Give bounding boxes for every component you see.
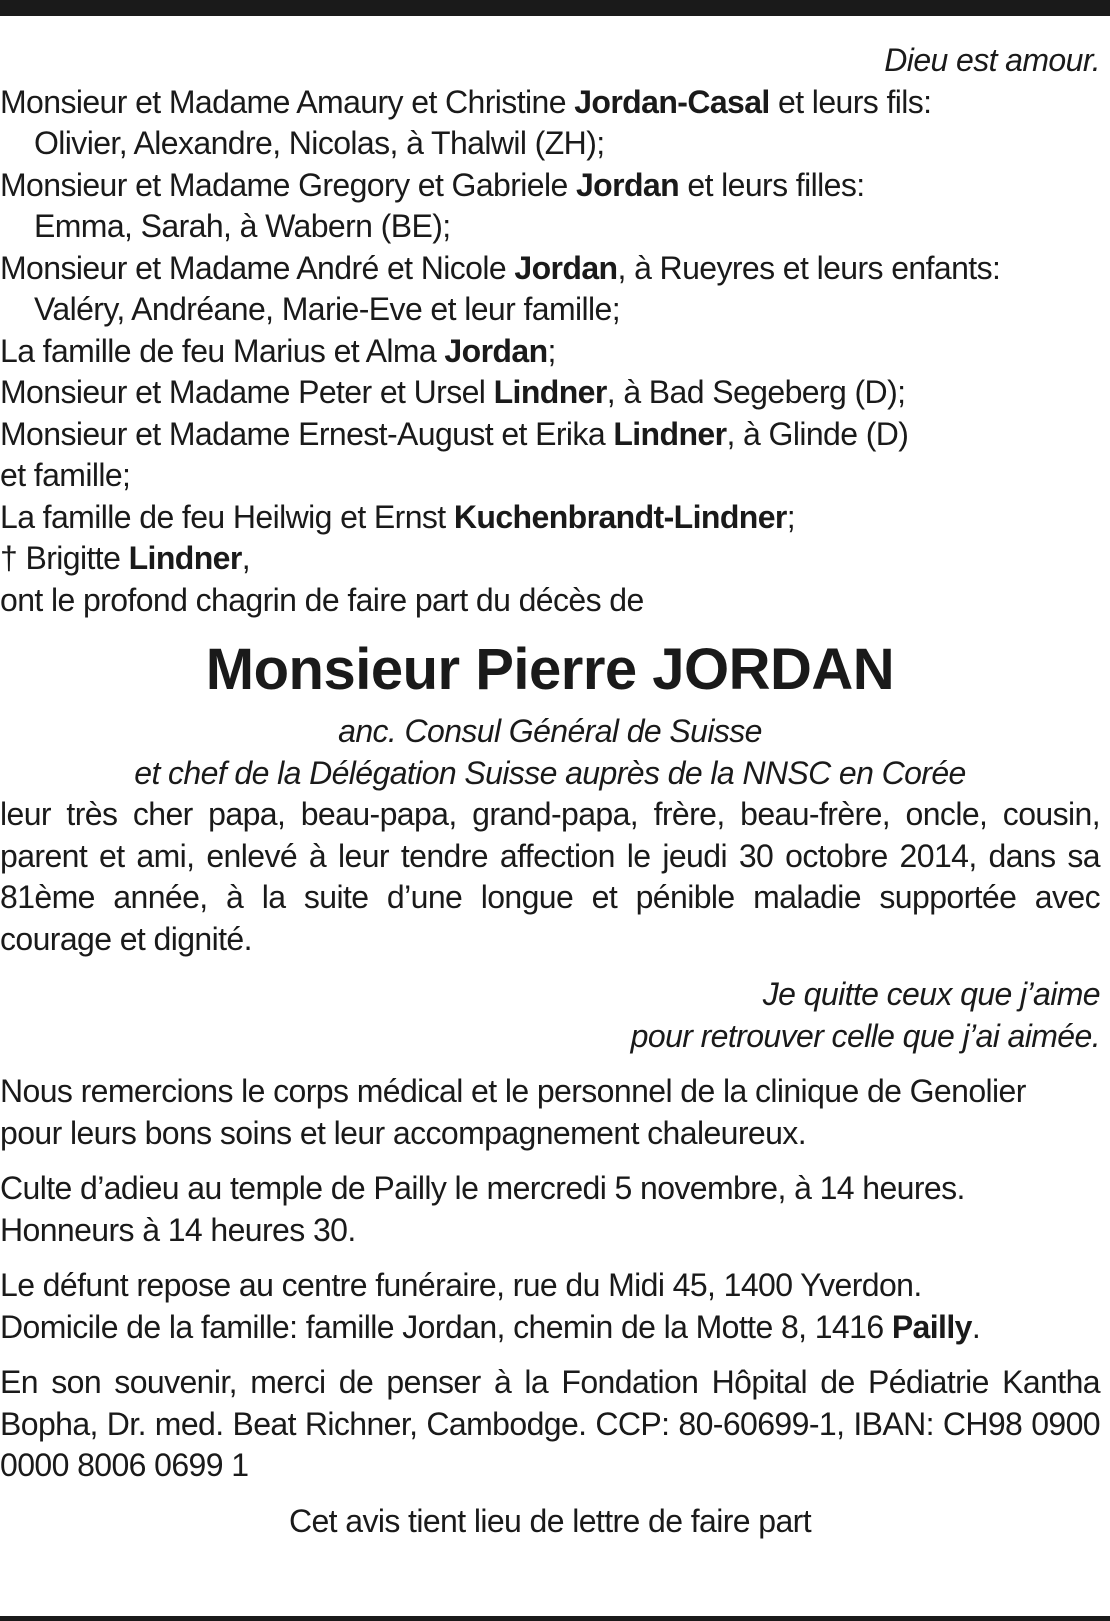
- family-line: Monsieur et Madame Ernest-August et Erika Lindner, à Glinde (D): [0, 415, 909, 452]
- deceased-title: anc. Consul Général de Suisse: [338, 713, 762, 749]
- family-name: Lindner: [128, 540, 242, 576]
- service-paragraph: [0, 1168, 1100, 1251]
- obituary-notice: [0, 40, 1100, 1542]
- quote-line: Je quitte ceux que j’aime: [762, 976, 1100, 1012]
- place-name: Pailly: [891, 1308, 972, 1345]
- family-line: Monsieur et Madame Amaury et Christine Jordan-Casal et leurs fils:: [0, 83, 932, 120]
- residence-paragraph: [0, 1265, 1100, 1348]
- family-line-plain: et famille;: [0, 457, 131, 493]
- family-name: Jordan-Casal: [574, 83, 770, 120]
- thanks-line: pour leurs bons soins et leur accompagnement chaleureux.: [0, 1114, 806, 1151]
- family-name: Lindner: [493, 374, 607, 410]
- family-name: Lindner: [613, 415, 727, 452]
- service-line: Honneurs à 14 heures 30.: [0, 1211, 356, 1248]
- thanks-line: Nous remercions le corps médical et le personnel de la clinique de Genolier: [0, 1073, 1026, 1109]
- family-line: Monsieur et Madame André et Nicole Jordan, à Rueyres et leurs enfants:: [0, 249, 1001, 286]
- body-paragraph: leur très cher papa, beau-papa, grand-papa, frère, beau-frère, oncle, cousin, parent et ami, enlevé à leur tendre affection le jeudi 30 octobre 2014, dans sa 81ème année, à la suite d’une longue et pénible maladie supportée avec courage et dignité.: [0, 796, 1100, 957]
- family-name: Jordan: [514, 249, 618, 286]
- family-line: Monsieur et Madame Peter et Ursel Lindner, à Bad Segeberg (D);: [0, 374, 906, 410]
- deceased-name: Monsieur Pierre JORDAN: [205, 637, 895, 702]
- residence-line: Domicile de la famille: famille Jordan, chemin de la Motte 8, 1416 Pailly.: [0, 1308, 981, 1345]
- family-list: [0, 82, 1100, 622]
- quote-line: pour retrouver celle que j’ai aimée.: [630, 1017, 1100, 1054]
- epigraph: Dieu est amour.: [884, 42, 1100, 78]
- family-name: Jordan: [444, 332, 548, 369]
- quote: [0, 974, 1100, 1057]
- thanks-paragraph: [0, 1071, 1100, 1154]
- family-line-indent: Valéry, Andréane, Marie-Eve et leur famille;: [34, 291, 621, 327]
- family-line: La famille de feu Heilwig et Ernst Kuchenbrandt-Lindner;: [0, 498, 796, 535]
- memory-paragraph: En son souvenir, merci de penser à la Fondation Hôpital de Pédiatrie Kantha Bopha, Dr. med. Beat Richner, Cambodge. CCP: 80-60699-1, IBAN: CH98 0900 0000 8006 0699 1: [0, 1364, 1100, 1483]
- footer-note: Cet avis tient lieu de lettre de faire part: [288, 1502, 812, 1539]
- family-line-indent: Emma, Sarah, à Wabern (BE);: [34, 208, 451, 244]
- bottom-rule: [0, 1616, 1110, 1621]
- deceased-title: et chef de la Délégation Suisse auprès de la NNSC en Corée: [134, 754, 966, 791]
- family-line: † Brigitte Lindner,: [0, 540, 251, 576]
- family-name: Kuchenbrandt-Lindner: [453, 498, 787, 535]
- family-name: Jordan: [575, 166, 680, 203]
- top-rule: [0, 0, 1110, 16]
- family-line: Monsieur et Madame Gregory et Gabriele Jordan et leurs filles:: [0, 166, 865, 203]
- residence-line: Le défunt repose au centre funéraire, rue du Midi 45, 1400 Yverdon.: [0, 1267, 922, 1303]
- service-line: Culte d’adieu au temple de Pailly le mercredi 5 novembre, à 14 heures.: [0, 1170, 965, 1206]
- family-line-indent: Olivier, Alexandre, Nicolas, à Thalwil (ZH);: [34, 125, 605, 161]
- announcement-line: ont le profond chagrin de faire part du décès de: [0, 581, 644, 618]
- family-line: La famille de feu Marius et Alma Jordan;: [0, 332, 556, 369]
